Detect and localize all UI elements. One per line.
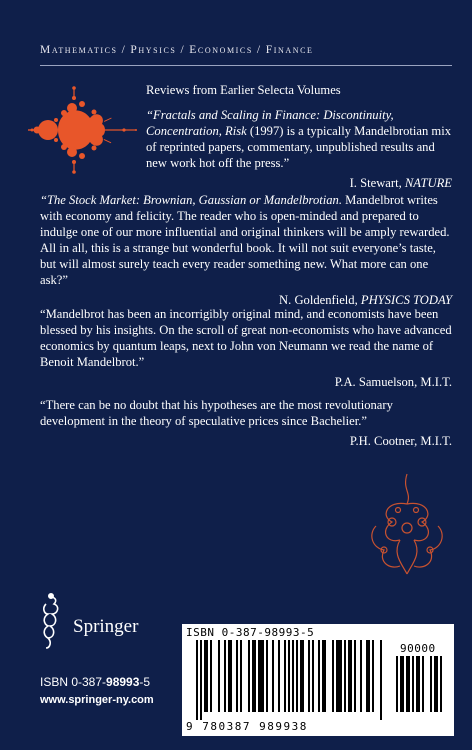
review-title: “The Stock Market: Brownian, Gaussian or Mandelbrotian. (40, 193, 342, 207)
subject-finance: Finance (265, 44, 314, 56)
barcode-bar (380, 640, 382, 720)
review-cootner (40, 397, 452, 449)
barcode-bar (300, 640, 304, 712)
barcode-bar (440, 656, 442, 712)
barcode-bar (322, 640, 326, 712)
publisher-url: www.springer-ny.com (40, 694, 154, 706)
review-samuelson (40, 306, 452, 390)
barcode-bar (308, 640, 310, 712)
publisher-name: Springer (73, 616, 139, 637)
barcode-bar (252, 640, 256, 712)
reviews-heading: Reviews from Earlier Selecta Volumes (146, 83, 341, 97)
review-body: “Mandelbrot has been an incorrigibly original mind, and economists have been blessed by his insights. On the scroll of great non-economists who have advanced economics by quantum leaps, next to John von Neumann we read the name of Benoit Mandelbrot.” (40, 307, 452, 369)
barcode-bar (344, 640, 346, 712)
barcode-bar (196, 640, 198, 720)
barcode-bar (248, 640, 250, 712)
barcode-bar (288, 640, 290, 712)
review-goldenfield (40, 192, 452, 308)
review-attribution: P.H. Cootner, M.I.T. (349, 434, 452, 448)
barcode-bar (272, 640, 274, 712)
barcode-bar (228, 640, 232, 712)
barcode-bar (200, 640, 202, 720)
barcode-bar (284, 640, 286, 712)
barcode-bar (224, 640, 226, 712)
barcode-bar (412, 656, 414, 712)
barcode-bar (348, 640, 352, 712)
barcode-bar (406, 656, 410, 712)
review-body: Mandelbrot writes with economy and felicity. The reader who is open-minded and prepared to indulge one of our more influential and original thinkers will be amply rewarded. All in all, this is a strange but wonderful book. It will not suit everyone’s taste, but will almost surely teach every reader something new. What more can one ask?” (40, 193, 450, 287)
barcode-bar (204, 640, 208, 712)
barcode-bar (296, 640, 298, 712)
mandelbrot-set-image (28, 80, 140, 180)
barcode-bar (292, 640, 294, 712)
review-attribution: N. Goldenfield, PHYSICS TODAY (279, 293, 452, 307)
barcode-bar (372, 640, 374, 712)
price-barcode (396, 656, 446, 720)
review-body: is a typically Mandelbrotian mix of reprinted papers, commentary, unpublished results and new work hot off the press.” (146, 124, 452, 170)
barcode-label (182, 624, 454, 736)
header-divider (40, 65, 452, 66)
barcode-bar (210, 640, 212, 712)
barcode-bar (416, 656, 420, 712)
review-attribution: I. Stewart, NATURE (349, 176, 452, 190)
review-body: “There can be no doubt that his hypotheses are the most revolutionary development in the theory of speculative prices since Bachelier.” (40, 398, 393, 428)
review-stewart (146, 107, 452, 191)
barcode-bar (360, 640, 362, 712)
barcode-bar (396, 656, 398, 712)
barcode-bar (422, 656, 424, 712)
barcode-bar (318, 640, 320, 712)
barcode-bar (278, 640, 280, 712)
subject-physics: Physics (130, 44, 177, 56)
barcode-bar (240, 640, 242, 712)
barcode-bar (430, 656, 432, 712)
barcode-bar (258, 640, 264, 712)
barcode-bar (218, 640, 220, 712)
barcode-bar (354, 640, 356, 712)
barcode-isbn-text: ISBN 0-387-98993-5 (186, 626, 315, 639)
barcode-bar (332, 640, 334, 712)
barcode-bar (400, 656, 404, 712)
subject-list: Mathematics / Physics / Economics / Finance (40, 44, 314, 56)
barcode-bar (434, 656, 438, 712)
review-title: “Fractals and Scaling in Finance: Discontinuity, Concentration, Risk (146, 108, 394, 138)
subject-economics: Economics (189, 44, 253, 56)
barcode-bar (266, 640, 268, 712)
isbn-number: ISBN 0-387-98993-5 (40, 675, 151, 689)
barcode-bar (312, 640, 314, 712)
barcode-ean-text: 9 780387 989938 (186, 720, 308, 733)
subject-mathematics: Mathematics (40, 44, 118, 56)
barcode-bar (366, 640, 370, 712)
ean-barcode (196, 640, 384, 720)
fractal-ornament-image (362, 470, 452, 580)
barcode-price-code: 90000 (400, 642, 436, 655)
barcode-bar (236, 640, 238, 712)
barcode-bar (336, 640, 342, 712)
review-attribution: P.A. Samuelson, M.I.T. (334, 375, 452, 389)
review-year: (1997) (246, 124, 284, 138)
